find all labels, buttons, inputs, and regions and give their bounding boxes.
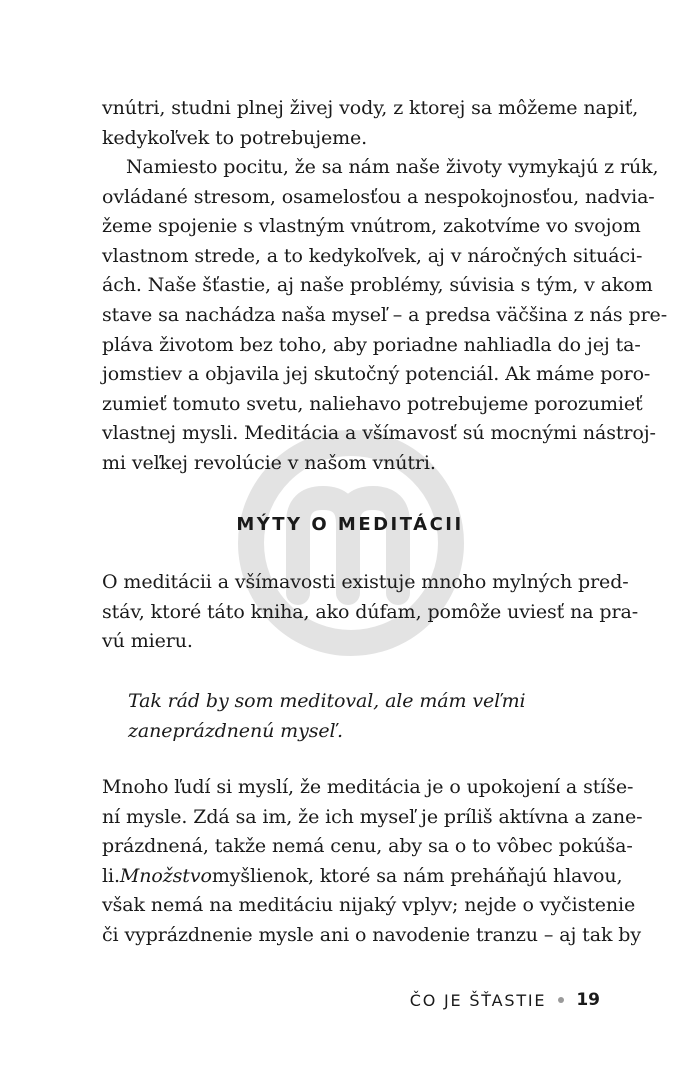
- text-line: zumieť tomuto svetu, naliehavo potrebujeme porozumieť: [102, 392, 643, 415]
- text-line: Mnoho ľudí si myslí, že meditácia je o upokojení a stíše-: [102, 776, 634, 798]
- text-line: jomstiev a objavila jej skutočný potenciál. Ak máme poro-: [102, 363, 651, 386]
- text-line: stave sa nachádza naša myseľ – a predsa väčšina z nás pre-: [102, 303, 668, 326]
- text-line: pláva životom bez toho, aby poriadne nahliadla do jej ta-: [102, 333, 641, 356]
- text-line: ní mysle. Zdá sa im, že ich myseľ je príliš aktívna a zane-: [102, 805, 643, 828]
- italic-quote: [128, 687, 588, 746]
- text-line: kedykoľvek to potrebujeme.: [102, 126, 368, 149]
- text-line: zaneprázdnenú myseľ.: [128, 719, 343, 742]
- text-line: O meditácii a všímavosti existuje mnoho mylných pred-: [102, 571, 629, 593]
- text-line: či vyprázdnenie mysle ani o navodenie tranzu – aj tak by: [102, 923, 641, 946]
- text-line: [102, 862, 623, 892]
- section-heading: MÝTY O MEDITÁCII: [236, 514, 464, 535]
- page-number: 19: [576, 990, 600, 1010]
- text-line: vnútri, studni plnej živej vody, z ktorej sa môžeme napiť,: [102, 97, 639, 119]
- text-line: vlastnom strede, a to kedykoľvek, aj v náročných situáci-: [102, 244, 643, 267]
- separator-dot-icon: [558, 997, 564, 1003]
- text-line: ách. Naše šťastie, aj naše problémy, súvisia s tým, v akom: [102, 274, 653, 297]
- text-line: mi veľkej revolúcie v našom vnútri.: [102, 451, 436, 474]
- text-line: prázdnená, takže nemá cenu, aby sa o to vôbec pokúša-: [102, 835, 633, 858]
- text-line: stáv, ktoré táto kniha, ako dúfam, pomôže uviesť na pra-: [102, 600, 639, 623]
- text-fragment: myšlienok, ktoré sa nám preháňajú hlavou,: [211, 864, 623, 887]
- text-line: ovládané stresom, osamelosťou a nespokojnosťou, nadvia-: [102, 185, 655, 208]
- text-line: však nemá na meditáciu nijaký vplyv; nejde o vyčistenie: [102, 894, 636, 917]
- page-footer: [410, 990, 600, 1010]
- paragraph: [102, 773, 643, 951]
- text-line: Tak rád by som meditoval, ale mám veľmi: [128, 690, 526, 712]
- text-line: Namiesto pocitu, že sa nám naše životy vymykajú z rúk,: [126, 156, 659, 178]
- paragraph-continued: [102, 94, 639, 153]
- text-line: žeme spojenie s vlastným vnútrom, zakotvíme vo svojom: [102, 215, 641, 238]
- italic-emphasis: Množstvo: [119, 864, 212, 887]
- text-fragment: li.: [102, 864, 120, 887]
- paragraph: [102, 153, 668, 479]
- running-head: ČO JE ŠŤASTIE: [409, 990, 547, 1010]
- paragraph: [102, 568, 639, 657]
- text-line: vlastnej mysli. Meditácia a všímavosť sú mocnými nástroj-: [102, 422, 656, 445]
- text-line: vú mieru.: [102, 630, 193, 653]
